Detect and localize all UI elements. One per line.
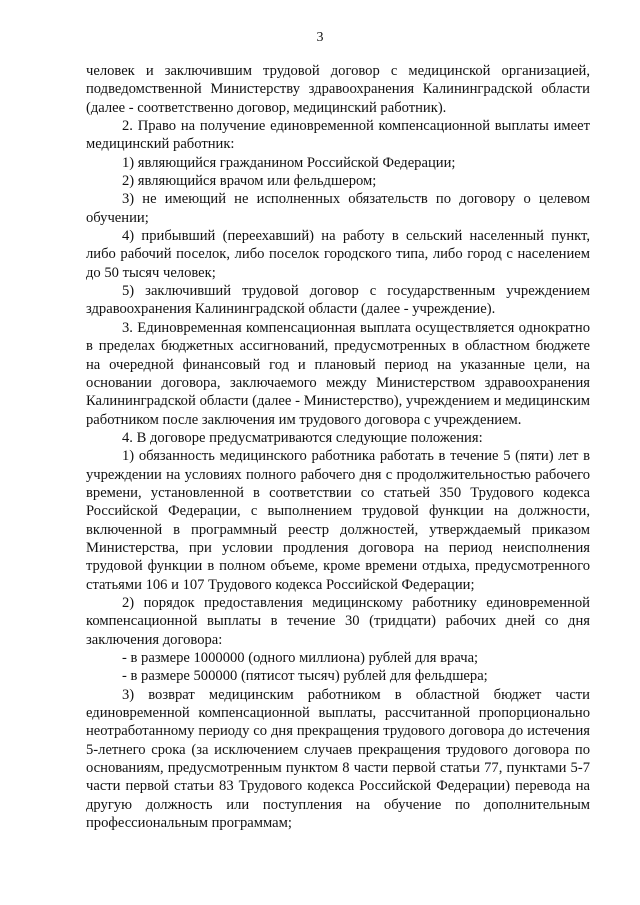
paragraph-clause-2-item-4: 4) прибывший (переехавший) на работу в сельский населенный пункт, либо рабочий поселок, либо поселок городского типа, либо город с населением до 50 тысяч человек; xyxy=(86,228,590,281)
paragraph-clause-2-item-2: 2) являющийся врачом или фельдшером; xyxy=(122,173,377,190)
paragraph-clause-4-item-1: 1) обязанность медицинского работника работать в течение 5 (пяти) лет в учреждении на условиях полного рабочего дня с продолжительностью рабочего времени, установленной в соответствии со статьей 350 Трудового кодекса Российской Федерации, с выполнением трудовой функции на должности, включенной в программный реестр должностей, утверждаемый приказом Министерства, при условии продления договора на период неисполнения трудовой функции в полном объеме, кроме времени отдыха, предусмотренного статьями 106 и 107 Трудового кодекса Российской Федерации; xyxy=(86,448,590,593)
paragraph-continuation: человек и заключившим трудовой договор с медицинской организацией, подведомственной Министерству здравоохранения Калининградской области (далее - соответственно договор, медицинский работник). xyxy=(86,63,590,116)
paragraph-clause-4-item-2: 2) порядок предоставления медицинскому работнику единовременной компенсационной выплаты в течение 30 (тридцати) рабочих дней со дня заключения договора: xyxy=(86,594,590,648)
paragraph-clause-2: 2. Право на получение единовременной компенсационной выплаты имеет медицинский работник: xyxy=(86,118,590,153)
document-body xyxy=(86,62,590,832)
paragraph-clause-2-item-3: 3) не имеющий не исполненных обязательств по договору о целевом обучении; xyxy=(86,191,590,226)
paragraph-clause-2-item-1: 1) являющийся гражданином Российской Федерации; xyxy=(122,154,456,171)
paragraph-clause-3: 3. Единовременная компенсационная выплата осуществляется однократно в пределах бюджетных ассигнований, предусмотренных в областном бюджете на очередной финансовый год и плановый период на указанные цели, на основании договора, заключаемого между Министерством здравоохранения Калининградской области (далее - Министерство), учреждением и медицинским работником после заключения им трудового договора с учреждением. xyxy=(86,319,590,428)
paragraph-payment-doctor: - в размере 1000000 (одного миллиона) рублей для врача; xyxy=(122,650,479,666)
page-number: 3 xyxy=(316,30,324,45)
paragraph-payment-paramedic: - в размере 500000 (пятисот тысяч) рублей для фельдшера; xyxy=(122,668,488,685)
paragraph-clause-4-item-3: 3) возврат медицинским работником в областной бюджет части единовременной компенсационной выплаты, рассчитанной пропорционально неотработанному периоду со дня прекращения трудового договора до истечения 5-летнего срока (за исключением случаев прекращения трудового договора по основаниям, предусмотренным пунктом 8 части первой статьи 77, пунктами 5-7 части первой статьи 83 Трудового кодекса Российской Федерации) перевода на другую должность или поступления на обучение по дополнительным профессиональным программам; xyxy=(86,686,590,832)
paragraph-clause-4: 4. В договоре предусматриваются следующие положения: xyxy=(122,429,483,446)
paragraph-clause-2-item-5: 5) заключивший трудовой договор с государственным учреждением здравоохранения Калининградской области (далее - учреждение). xyxy=(86,283,590,318)
